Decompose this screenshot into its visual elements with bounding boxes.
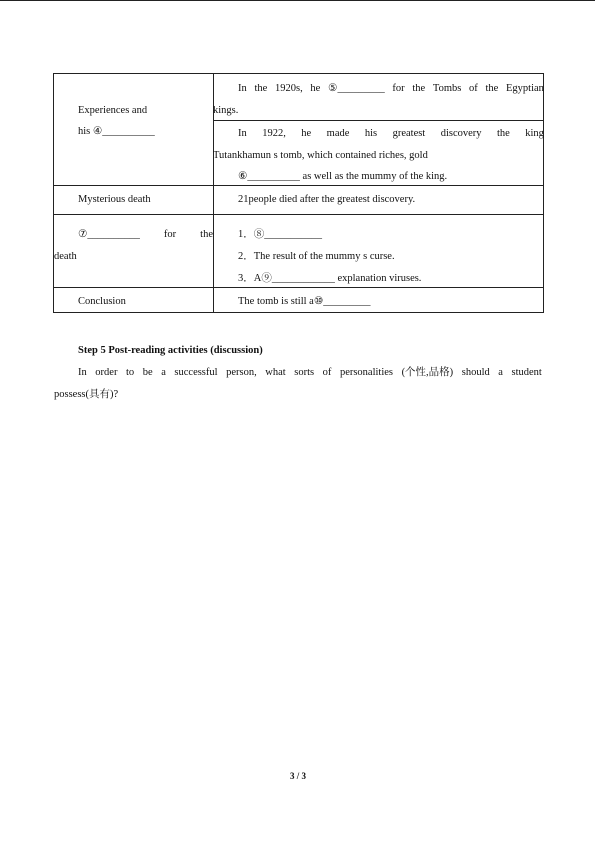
experience-1920s-line: In the 1920s, he ⑤_________ for the Tombs of the Egyptian <box>238 83 544 94</box>
experience-1922-line-cont: Tutankhamun s tomb, which contained riches, gold <box>213 150 428 161</box>
experience-1922-line-blank: ⑥__________ as well as the mummy of the king. <box>238 171 448 182</box>
mysterious-death-label: Mysterious death <box>78 194 151 205</box>
table-cell-divider <box>213 120 544 121</box>
header-rule <box>0 0 595 1</box>
table-row-divider <box>53 185 544 186</box>
reason-item-1: 1．⑧___________ <box>238 229 322 240</box>
experience-1922-line: In 1922, he made his greatest discovery the king <box>238 128 544 139</box>
step5-heading: Step 5 Post-reading activities (discussion) <box>78 345 263 356</box>
table-border-right <box>543 73 544 313</box>
conclusion-content: The tomb is still a⑩_________ <box>238 296 371 307</box>
reason-item-2: 2．The result of the mummy s curse. <box>238 251 395 262</box>
experiences-blank-label: his ④__________ <box>78 126 155 137</box>
experiences-label: Experiences and <box>78 105 148 116</box>
page-number: 3 / 3 <box>289 771 306 781</box>
table-border-top <box>53 73 544 74</box>
step5-question: In order to be a successful person, what sorts of personalities (个性,品格) should a student <box>78 367 542 378</box>
reasons-label: ⑦__________ for the <box>78 229 213 240</box>
step5-question-cont: possess(具有)? <box>54 389 119 400</box>
reasons-label-cont: death <box>54 251 77 262</box>
experience-1920s-line-cont: kings. <box>213 105 239 116</box>
mysterious-death-content: 21people died after the greatest discovery. <box>238 194 416 205</box>
table-row-divider <box>53 287 544 288</box>
reason-item-3: 3．A⑨____________ explanation viruses. <box>238 273 422 284</box>
table-row-divider <box>53 214 544 215</box>
table-border-bottom <box>53 312 544 313</box>
table-border-left <box>53 73 54 313</box>
conclusion-label: Conclusion <box>78 296 126 307</box>
